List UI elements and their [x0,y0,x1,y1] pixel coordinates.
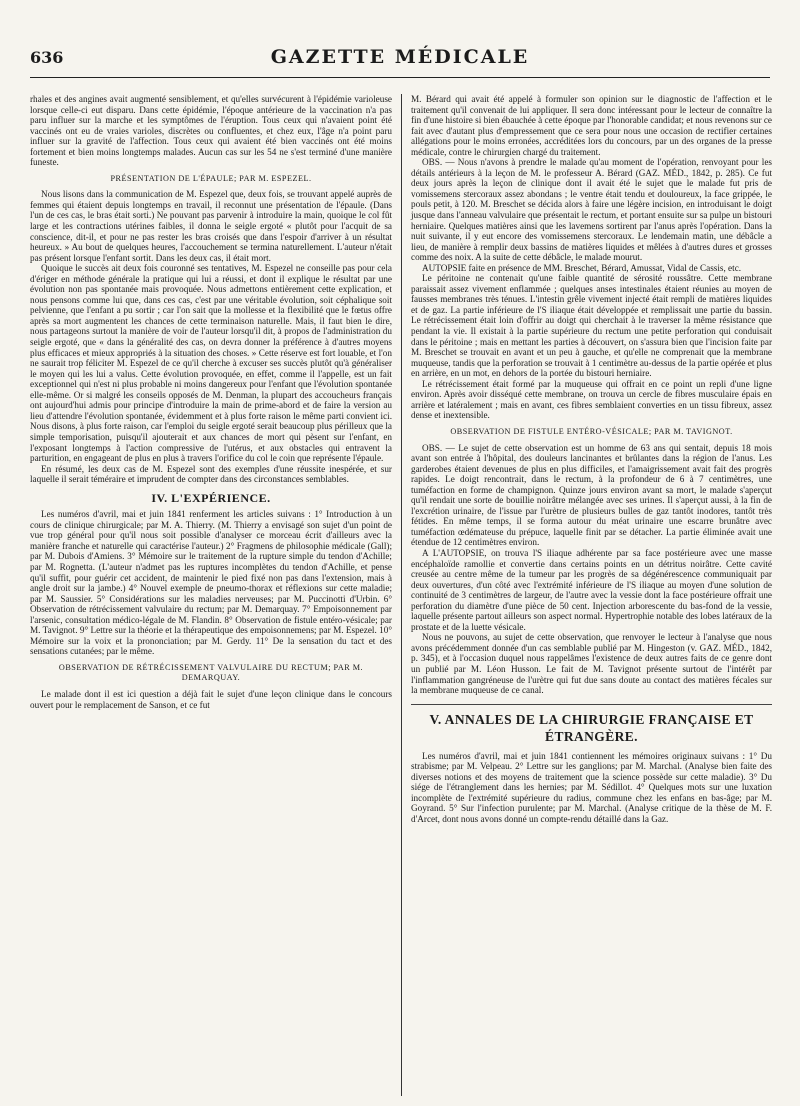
section-heading-v: V. ANNALES DE LA CHIRURGIE FRANÇAISE ET ÉTRANGÈRE. [411,704,772,745]
page-number: 636 [30,48,64,67]
paragraph: Quoique le succès ait deux fois couronné ses tentatives, M. Espezel ne conseille pas pour cela d'ériger en méthode générale la pratique qui lui a réussi, et dont il explique le résultat par une évolution non pas spontanée mais provoquée. Nous admettons entièrement cette explication, et nous pensons comme lui que, dans ces cas, c'est par une véritable évolution, soit céphalique soit pelvienne, que l'enfant a pu sortir ; car l'on sait que la mollesse et la flexibilité que le fœtus offre après sa mort augmentent les chances de cette terminaison naturelle. Mais, il faut bien le dire, nous partageons surtout la manière de voir de l'auteur lorsqu'il dit, à propos de l'administration du seigle ergoté, que « dans la généralité des cas, on devra donner la préférence à d'autres moyens plus efficaces et mieux appropriés à la situation des choses. » Cette réserve est fort louable, et l'on ne saurait trop féliciter M. Espezel de ce qu'il cherche à excuser ses succès plutôt qu'à généraliser le moyen qui les lui a valus. Cette évolution provoquée, en effet, comme il l'appelle, est un fait exceptionnel qui n'est ni plus probable ni moins dangereux pour l'enfant que l'évolution spontanée elle-même. Or si malgré les conseils opposés de M. Denman, la plupart des accoucheurs français ont aujourd'hui admis pour principe d'introduire la main de prime-abord et de faire la version au lieu d'attendre l'évolution spontanée, évidemment et à plus forte raison le même parti convient ici. Nous disons, à plus forte raison, car l'emploi du seigle ergoté serait beaucoup plus périlleux que la simple temporisation, puisqu'il ajouterait et aux chances de mort qui pèsent sur l'enfant, en l'exposant longtemps à l'action compressive de l'utérus, et aux obstacles qui entravent la parturition, en engageant de plus en plus à travers l'orifice du col le coin que représente l'épaule. [30,263,392,464]
paragraph: Les numéros d'avril, mai et juin 1841 renferment les articles suivans : 1° Introduction à un cours de clinique chirurgicale; par M. A. Thierry. (M. Thierry a envisagé son sujet d'un point de vue trop général pour qu'il nous soit possible d'analyser ce morceau écrit d'ailleurs avec la manière franche et naturelle qui caractérise l'auteur.) 2° Fragmens de philosophie médicale (Gall); par M. Dubois d'Amiens. 3° Mémoire sur le traitement de la rupture simple du tendon d'Achille; par M. Rognetta. (L'auteur n'admet pas les ruptures incomplètes du tendon d'Achille, et pense qu'il suffit, pour guérir cet accident, de maintenir le pied fixé non pas dans l'extension, mais à angle droit sur la jambe.) 4° Nouvel exemple de pneumo-thorax et réflexions sur cette maladie; par M. Saussier. 5° Considérations sur les maladies nerveuses; par M. Puccinotti d'Urbin. 6° Observation de rétrécissement valvulaire du rectum; par M. Demarquay. 7° Empoisonnement par l'arsenic, consultation médico-légale de M. Flandin. 8° Observation de fistule entéro-vésicale; par M. Tavignot. 9° Lettre sur la théorie et la thérapeutique des empoisonnemens; par M. Espezel. 10° Mémoire sur la voix et la prononciation; par M. Gerdy. 11° De la sensation du tact et des sensations cutanées; par le même. [30,509,392,657]
paragraph: AUTOPSIE faite en présence de MM. Breschet, Bérard, Amussat, Vidal de Cassis, etc. [422,262,742,273]
left-column [30,94,401,1096]
paragraph: En résumé, les deux cas de M. Espezel sont des exemples d'une réussite inespérée, et sur laquelle il serait téméraire et imprudent de compter dans des circonstances semblables. [30,463,392,485]
right-column [401,94,772,1096]
subsection-heading: OBSERVATION DE RÉTRÉCISSEMENT VALVULAIRE DU RECTUM; PAR M. DEMARQUAY. [58,662,364,683]
paragraph: M. Bérard qui avait été appelé à formuler son opinion sur le diagnostic de l'affection et le traitement qu'il convenait de lui appliquer. Il sera donc intéressant pour le lecteur de connaître la fin d'une histoire si bien ébauchée à cette époque par l'honorable candidat; et nous revenons sur ce fait avec d'autant plus d'empressement que ce sera pour nous une occasion de rectifier certaines allégations pour le moins erronées, accréditées lors du concours, par un des organes de la presse médicale, contre le chirurgien chargé du traitement. [411,94,772,157]
paragraph: Le malade dont il est ici question a déjà fait le sujet d'une leçon clinique dans le concours ouvert pour le remplacement de Sanson, et ce fut [30,688,392,710]
paragraph: OBS. — Le sujet de cette observation est un homme de 63 ans qui sentait, depuis 18 mois avant son entrée à l'hôpital, des douleurs lancinantes et brûlantes dans la région de l'anus. Les garderobes étaient devenues de plus en plus difficiles, et l'amaigrissement avait fait des progrès rapides. Le doigt rencontrait, dans le rectum, à la profondeur de 6 à 7 centimètres, une tuméfaction en forme de champignon. Quinze jours environ avant sa mort, le malade s'aperçut qu'il rendait une sorte de bouillie noirâtre mélangée avec ses urines. Il s'aperçut aussi, à la fin de l'excrétion urinaire, de l'issue par l'urètre de plusieurs bulles de gaz tantôt inodores, tantôt très fétides. En même temps, il se forma autour du méat urinaire une escarre brunâtre avec tuméfaction œdémateuse du prépuce, laquelle finit par se détacher. La partie éliminée avait une étendue de 12 centimètres environ. [411,442,772,548]
paragraph: Nous lisons dans la communication de M. Espezel que, deux fois, se trouvant appelé auprès de femmes qui étaient depuis longtemps en travail, il reconnut une présentation de l'épaule. (Dans l'un de ces cas, le bras était sorti.) Ne pouvant pas parvenir à introduire la main, quoique le col fût large et les contractions utérines faibles, il donna le seigle ergoté « plutôt pour l'acquit de sa conscience, dit-il, et pour ne pas rester les bras croisés que dans l'espoir d'arriver à un résultat heureux. » Au bout de quelques heures, l'accouchement se termina naturellement. L'auteur n'était pas présent lorsque l'enfant sortit. Dans les deux cas, il était mort. [30,189,392,263]
paragraph: A L'AUTOPSIE, on trouva l'S iliaque adhérente par sa face postérieure avec une masse encéphaloïde ramollie et convertie dans certains points en un détritus noirâtre. Cette cavité creusée au centre même de la tumeur par les progrès de sa dégénérescence communiquait par deux ouvertures, d'un côté avec l'extrémité inférieure de l'S iliaque au moyen d'une solution de continuité de 3 centimètres de largeur, de l'autre avec la vessie dont la face postérieure offrait une perforation du diamètre d'une pièce de 50 cent. Injection arborescente du bas-fond de la vessie, laquelle présente partout ailleurs son aspect normal. Hypertrophie notable des lobes latéraux de la prostate et de la luette vésicale. [411,547,772,632]
article-columns [30,94,772,1096]
paragraph: OBS. — Nous n'avons à prendre le malade qu'au moment de l'opération, renvoyant pour les détails antérieurs à la leçon de M. le professeur A. Bérard (GAZ. MÉD., 1842, p. 285). Ce fut deux jours après la leçon de clinique dont il avait été le sujet que le malade fut pris de vomissemens stercoraux assez abondans ; le ventre était tendu et douloureux, la face grippée, le pouls petit, à 120. M. Breschet se décida alors à faire une légère incision, en introduisant le doigt jusque dans l'anneau valvulaire que présentait le rectum, et portant ensuite sur sa pulpe un bistouri herniaire. Quelques matières ainsi que les lavemens sortirent par l'anus après l'opération. Dans la nuit suivante, il y eut encore des vomissemens stercoraux. Le lendemain matin, une débâcle a lieu, de manière à remplir deux bassins de matières liquides et mêlées à d'autres dures et grosses comme des noix. A la suite de cette débâcle, le malade mourut. [411,157,772,263]
page-header [30,46,770,78]
paragraph: Le rétrécissement était formé par la muqueuse qui offrait en ce point un repli d'une ligne environ. Après avoir disséqué cette membrane, on trouva un cercle de fibres musculaire épais en arrière et latéralement ; mais en avant, ces fibres semblaient converties en un tissu fibreux, assez dense et inextensible. [411,378,772,421]
paragraph: Les numéros d'avril, mai et juin 1841 contiennent les mémoires originaux suivans : 1° Du strabisme; par M. Velpeau. 2° Lettre sur les ganglions; par M. Marchal. (Analyse bien faite des diverses notions et des moyens de traitement que la science possède sur cette maladie). 3° Du siége de l'étranglement dans les hernies; par M. Sédillot. 4° Quelques mots sur une luxation incomplète de l'extrémité supérieure du radius, commune chez les enfans en bas-âge; par M. Goyrand. 5° Sur l'infection purulente; par M. Marchal. (Analyse critique de la thèse de M. F. d'Arcet, dont nous avons donné un compte-rendu détaillé dans la Gaz. [411,750,772,824]
journal-title: GAZETTE MÉDICALE [270,46,530,68]
subsection-heading: OBSERVATION DE FISTULE ENTÉRO-VÉSICALE; PAR M. TAVIGNOT. [450,426,733,436]
subsection-heading: PRÉSENTATION DE L'ÉPAULE; PAR M. ESPEZEL. [110,173,312,183]
paragraph: Le péritoine ne contenait qu'une faible quantité de sérosité roussâtre. Cette membrane paraissait assez vivement enflammée ; quelques anses intestinales étaient réunies au moyen de fausses membranes très ténues. L'intestin grêle vivement injecté était rempli de matières liquides et de gaz. La partie inférieure de l'S iliaque était développée et remplissait une partie du bassin. Le rétrécissement était loin d'offrir au doigt qui cherchait à le traverser la même résistance que pendant la vie. Il existait à la partie supérieure du rectum une petite perforation qui conduisait dans le péritoine ; mais en mettant les parties à découvert, on s'assura bien que l'incision faite par M. Breschet se trouvait en avant et un peu à gauche, et qu'elle ne comprenait que la membrane muqueuse, tandis que la perforation se trouvait à 1 centimètre au-dessus de la partie opérée et plus en arrière, en un mot, en dehors de la portée du bistouri herniaire. [411,273,772,379]
paragraph: rhales et des angines avait augmenté sensiblement, et qu'elles survécurent à l'épidémie varioleuse lorsque celle-ci eut disparu. Dans cette épidémie, l'époque antérieure de la vaccination n'a pas paru influer sur la marche et les symptômes de l'éruption. Tous ceux qui n'avaient point été vaccinés ont eu de vraies varioles, discrètes ou confluentes, et chez eux, l'âge n'a point paru influer sur la gravité de l'affection. Tous ceux qui avaient été bien vaccinés ont été moins fortement et bien moins longtemps malades. Aucun cas sur les 54 ne s'est terminé d'une manière funeste. [30,94,392,168]
paragraph: Nous ne pouvons, au sujet de cette observation, que renvoyer le lecteur à l'analyse que nous avons précédemment donnée d'un cas semblable publié par M. Hingeston (v. GAZ. MÉD., 1842, p. 345), et à l'occasion duquel nous rappelâmes l'existence de deux autres faits de ce genre dont un publié par M. Léon Husson. Le fait de M. Tavignot présente surtout de l'intérêt par l'inflammation gangréneuse de l'urètre qui fut due sans doute au contact des matières fécales sur la membrane muqueuse de ce canal. [411,632,772,696]
section-heading-iv: IV. L'EXPÉRIENCE. [151,490,271,505]
